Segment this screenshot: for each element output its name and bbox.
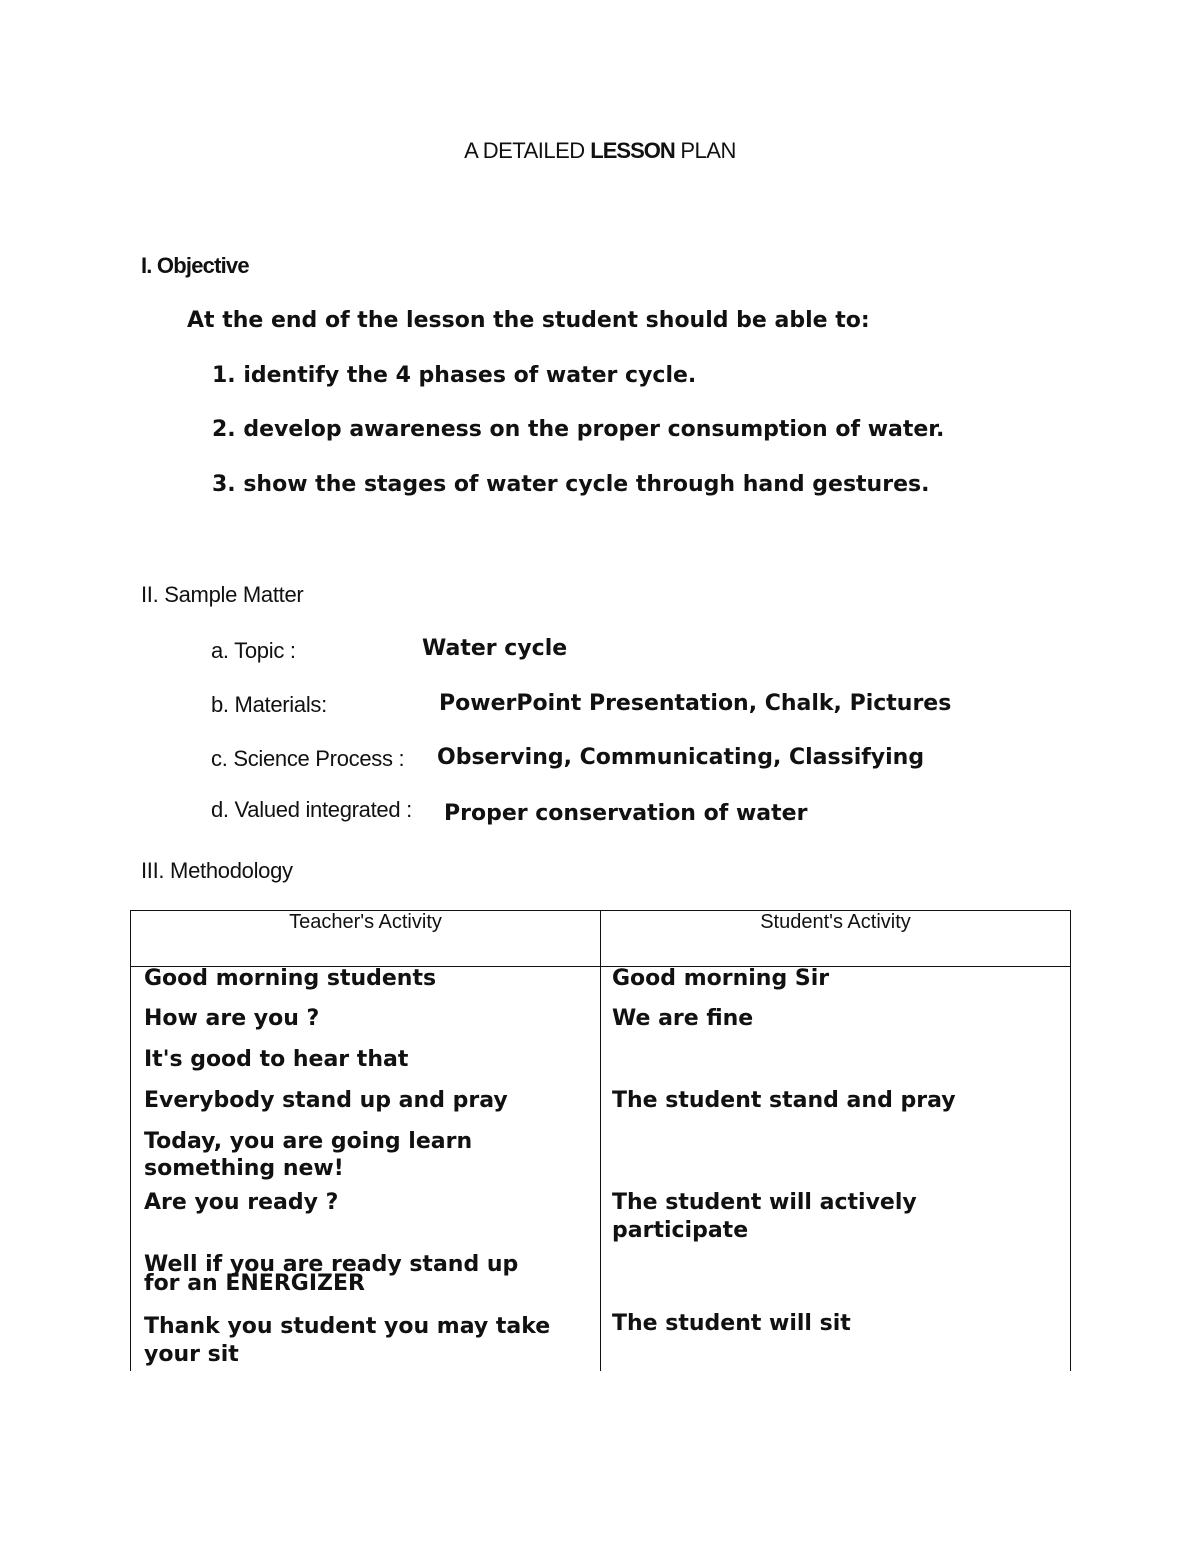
materials-value: PowerPoint Presentation, Chalk, Pictures (439, 691, 952, 716)
student-activity-cell (601, 967, 1071, 1372)
student-line: The student will actively (612, 1190, 917, 1215)
valued-integrated-label: d. Valued integrated : (211, 797, 412, 822)
materials-label: b. Materials: (211, 692, 327, 717)
teacher-line: your sit (144, 1342, 239, 1367)
student-line: We are fine (612, 1006, 754, 1031)
teacher-line: Everybody stand up and pray (144, 1088, 508, 1113)
objective-item: 1. identify the 4 phases of water cycle. (212, 363, 697, 388)
section-methodology-heading: III. Methodology (141, 858, 293, 883)
student-line: Good morning Sir (612, 966, 830, 991)
valued-integrated-value: Proper conservation of water (444, 801, 808, 826)
topic-value: Water cycle (422, 636, 568, 661)
teacher-activity-cell (131, 967, 601, 1372)
teacher-line: Are you ready ? (144, 1190, 339, 1215)
objective-item: 3. show the stages of water cycle through hand gestures. (212, 472, 930, 497)
teacher-line: How are you ? (144, 1006, 320, 1031)
section-subject-matter-heading: II. Sample Matter (141, 582, 304, 607)
student-line: participate (612, 1218, 749, 1243)
section-objective-heading: I. Objective (141, 253, 249, 278)
teacher-line: Today, you are going learn (144, 1129, 473, 1154)
objective-item: 2. develop awareness on the proper consumption of water. (212, 417, 945, 442)
teacher-activity-header: Teacher's Activity (131, 911, 601, 967)
student-line: The student stand and pray (612, 1088, 956, 1113)
title-suffix: PLAN (674, 138, 736, 163)
objective-intro: At the end of the lesson the student should be able to: (187, 308, 870, 333)
teacher-line: something new! (144, 1156, 344, 1181)
topic-label: a. Topic : (211, 638, 296, 663)
teacher-line: Well if you are ready stand up (144, 1252, 519, 1277)
teacher-line: Thank you student you may take (144, 1314, 551, 1339)
teacher-line: for an ENERGIZER (144, 1271, 365, 1296)
student-activity-header: Student's Activity (601, 911, 1071, 967)
science-process-label: c. Science Process : (211, 746, 405, 771)
methodology-table (130, 910, 1071, 1371)
teacher-line: It's good to hear that (144, 1047, 409, 1072)
document-title (0, 138, 1200, 164)
student-line: The student will sit (612, 1311, 851, 1336)
title-bold: LESSON (590, 138, 675, 163)
title-prefix: A DETAILED (464, 138, 591, 163)
science-process-value: Observing, Communicating, Classifying (437, 745, 925, 770)
teacher-line: Good morning students (144, 966, 437, 991)
